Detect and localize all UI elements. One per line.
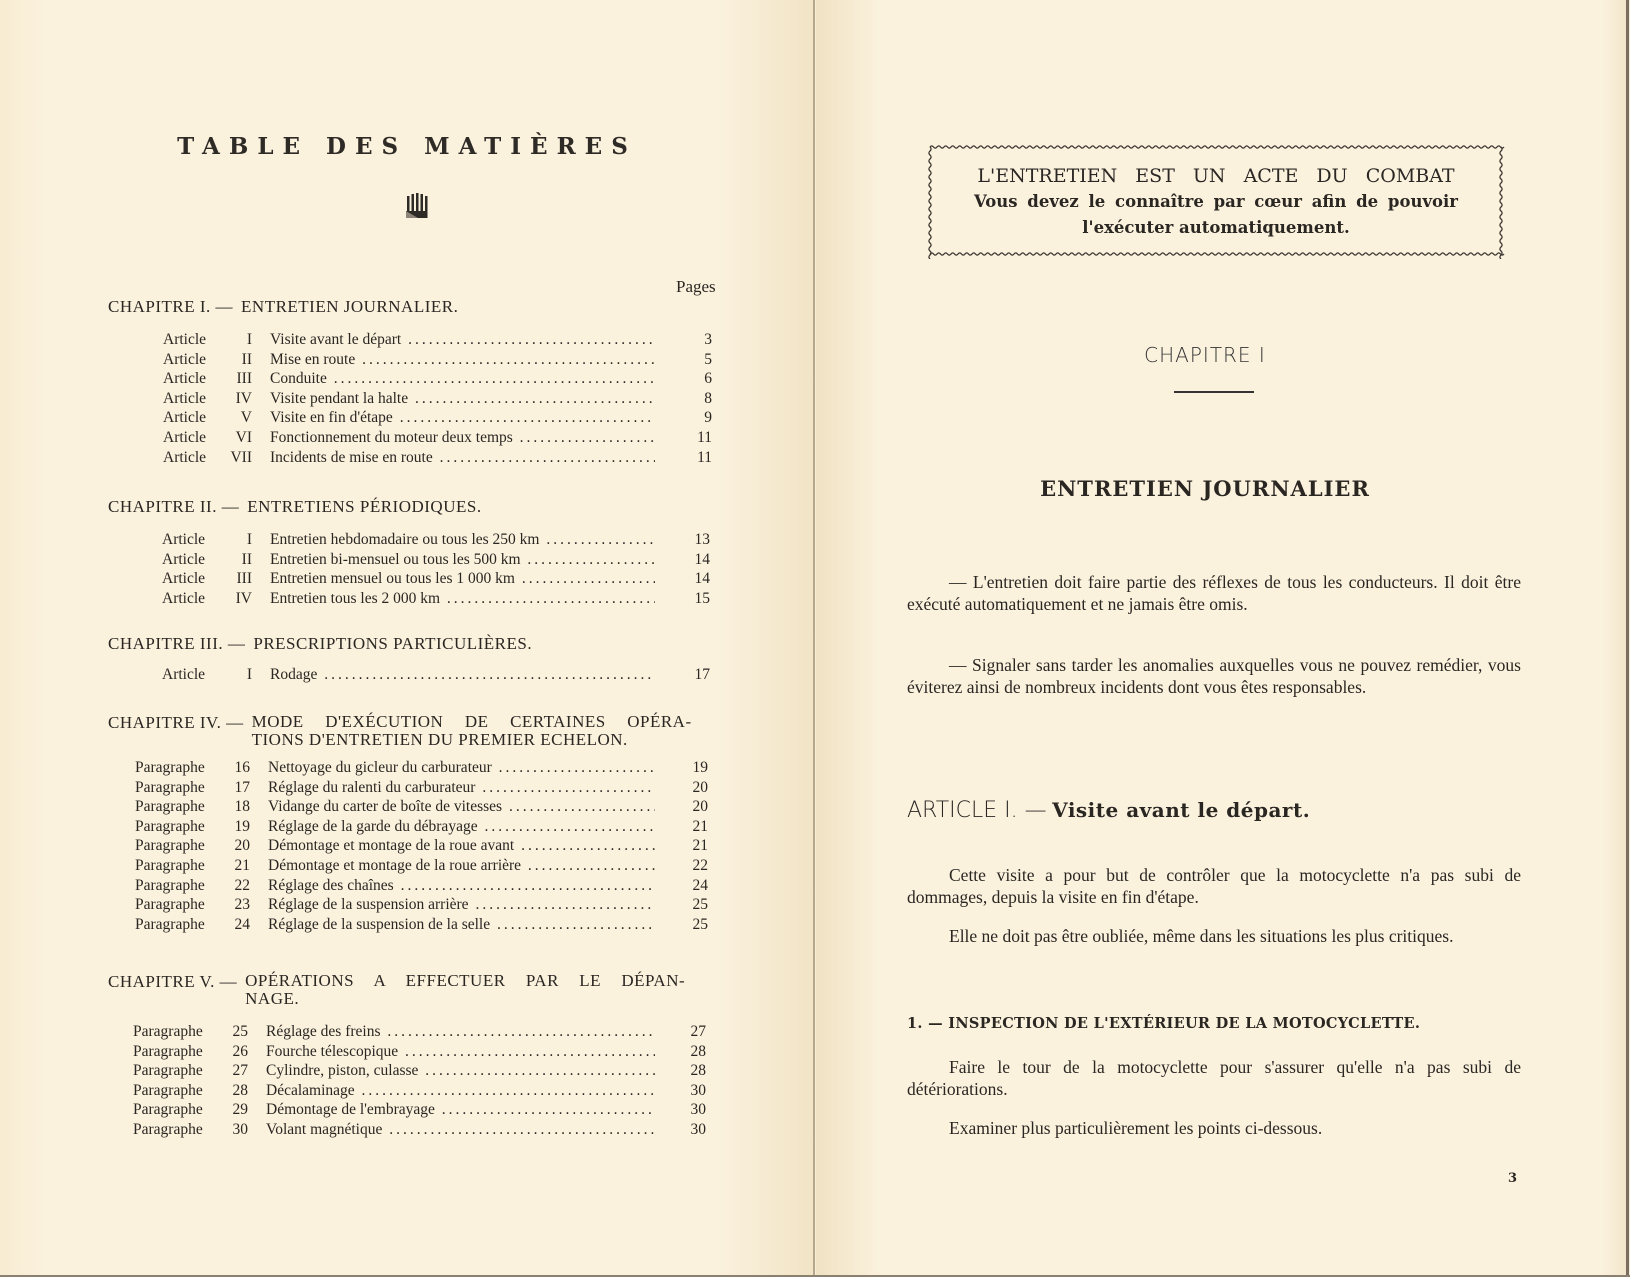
toc-entry[interactable] (135, 758, 718, 778)
entry-kind: Paragraphe (135, 817, 205, 835)
section-paragraph-2-text: Examiner plus particulièrement les points ci-dessous. (949, 1118, 1323, 1138)
entry-title: Cylindre, piston, culasse ..... (266, 1061, 655, 1081)
entry-kind: Article (163, 409, 207, 427)
entry-number: I (246, 666, 252, 683)
entry-title: Réglage des freins ..... (266, 1022, 655, 1042)
entry-title: Nettoyage du gicleur du carburateur ..... (268, 758, 655, 778)
chapter-title (247, 497, 481, 517)
toc-entry[interactable] (163, 408, 722, 428)
entry-kind: Paragraphe (133, 1121, 203, 1138)
entry-page-number: 30 (690, 1081, 706, 1099)
toc-chapter-heading (108, 497, 482, 517)
entry-kind: Article (163, 350, 207, 368)
entry-kind: Article (162, 570, 206, 588)
entry-title: Visite en fin d'étape ..... (270, 408, 655, 428)
entry-title: Conduite ..... (270, 369, 655, 389)
chapter-title: ENTRETIEN JOURNALIER (1040, 476, 1370, 501)
section-paragraph-1-text: Faire le tour de la motocyclette pour s'assurer qu'elle n'a pas subi de détériorations. (907, 1057, 1521, 1099)
article-title: Visite avant le départ. (1052, 798, 1311, 822)
entry-kind: Article (163, 389, 207, 407)
entry-title: Entretien bi-mensuel ou tous les 500 km ..... (270, 550, 655, 570)
entry-kind: Paragraphe (135, 896, 205, 914)
chapter-title-line-2: TIONS D'ENTRETIEN DU PREMIER ECHELON. (251, 730, 628, 749)
entry-page-number: 17 (694, 666, 710, 683)
entry-page-number: 9 (704, 409, 712, 427)
toc-entry[interactable] (135, 836, 718, 856)
entry-number: I (246, 331, 252, 348)
toc-entry[interactable] (162, 530, 720, 550)
intro-paragraph-1 (907, 571, 1521, 615)
entry-page-number: 11 (697, 429, 712, 446)
toc-entry[interactable] (135, 915, 718, 935)
entry-kind: Article (163, 331, 207, 348)
chapter-number: CHAPITRE V. — (108, 972, 238, 991)
entry-title: Décalaminage ..... (266, 1081, 655, 1101)
chapter-title-line-1: PRESCRIPTIONS PARTICULIÈRES. (253, 634, 533, 653)
entry-number: 26 (232, 1042, 248, 1060)
toc-entry[interactable] (162, 589, 720, 609)
entry-page-number: 28 (690, 1062, 706, 1080)
entry-number: 19 (234, 817, 250, 835)
entry-title: Entretien mensuel ou tous les 1 000 km ..... (270, 569, 655, 589)
chapter-title-line-1: OPÉRATIONS A EFFECTUER PAR LE DÉPAN- (245, 971, 686, 990)
chapter-number: CHAPITRE I. — (108, 297, 234, 316)
section-paragraph-2 (907, 1117, 1521, 1139)
entry-title: Mise en route ..... (270, 350, 655, 370)
entry-page-number: 11 (697, 448, 712, 466)
entry-number: 24 (234, 915, 250, 933)
toc-title: TABLE DES MATIÈRES (177, 133, 637, 160)
entry-title: Réglage des chaînes ..... (268, 876, 655, 896)
entry-page-number: 6 (704, 370, 712, 388)
entry-kind: Article (163, 429, 207, 446)
section-paragraph-1 (907, 1056, 1521, 1100)
entry-title: Visite avant le départ ..... (270, 330, 655, 350)
toc-entry[interactable] (135, 817, 718, 837)
entry-kind: Paragraphe (133, 1042, 203, 1060)
entry-number: 25 (232, 1023, 248, 1040)
toc-entry[interactable] (162, 569, 720, 589)
entry-page-number: 24 (692, 876, 708, 894)
entry-number: V (240, 409, 252, 427)
entry-title: Rodage ..... (270, 665, 655, 685)
entry-number: 27 (232, 1062, 248, 1080)
entry-title: Entretien tous les 2 000 km ..... (270, 589, 655, 609)
toc-entry[interactable] (162, 550, 720, 570)
entry-title: Réglage de la suspension de la selle ..... (268, 915, 655, 935)
entry-page-number: 22 (692, 857, 708, 874)
entry-title: Volant magnétique ..... (266, 1120, 655, 1140)
entry-title: Visite pendant la halte ..... (270, 389, 655, 409)
chapter-label: CHAPITRE I (1144, 343, 1266, 367)
toc-entry[interactable] (163, 428, 722, 448)
page-bottom-edge (0, 1275, 1630, 1283)
entry-number: IV (235, 389, 252, 407)
entry-kind: Paragraphe (133, 1062, 203, 1080)
section-heading: 1. — INSPECTION DE L'EXTÉRIEUR DE LA MOTOCYCLETTE. (907, 1015, 1421, 1032)
chapter-number: CHAPITRE III. — (108, 634, 246, 653)
pages-column-label: Pages (676, 277, 716, 296)
chapter-title-line-2: NAGE. (245, 989, 300, 1008)
entry-kind: Paragraphe (135, 837, 205, 855)
entry-title: Réglage de la suspension arrière ..... (268, 895, 655, 915)
entry-kind: Article (163, 448, 207, 466)
entry-page-number: 21 (692, 837, 708, 855)
article-paragraph-1 (907, 864, 1521, 908)
toc-entry[interactable] (135, 797, 718, 817)
toc-entry[interactable] (163, 330, 722, 350)
entry-number: II (241, 350, 252, 368)
entry-page-number: 21 (692, 817, 708, 835)
chapter-number: CHAPITRE II. — (108, 497, 240, 516)
chapter-title (241, 297, 458, 317)
entry-number: 29 (232, 1101, 248, 1119)
entry-kind: Article (162, 531, 206, 548)
entry-number: II (241, 550, 252, 568)
entry-number: III (236, 370, 252, 388)
entry-page-number: 19 (692, 759, 708, 776)
entry-page-number: 3 (704, 331, 712, 348)
toc-entry[interactable] (163, 369, 722, 389)
entry-page-number: 25 (692, 896, 708, 914)
entry-number: VII (230, 448, 252, 466)
entry-page-number: 15 (694, 589, 710, 607)
entry-kind: Article (162, 666, 206, 683)
toc-entry[interactable] (133, 1100, 716, 1120)
entry-number: 21 (234, 857, 250, 874)
toc-entry[interactable] (133, 1061, 716, 1081)
entry-number: III (236, 570, 252, 588)
entry-page-number: 14 (694, 550, 710, 568)
entry-page-number: 8 (704, 389, 712, 407)
entry-kind: Paragraphe (135, 915, 205, 933)
toc-entry[interactable] (133, 1022, 716, 1042)
entry-kind: Paragraphe (133, 1101, 203, 1119)
toc-chapter-heading (108, 297, 458, 317)
entry-number: 23 (234, 896, 250, 914)
motto-line-3: l'exécuter automatiquement. (1082, 218, 1350, 237)
entry-number: 22 (234, 876, 250, 894)
entry-title: Fourche télescopique ..... (266, 1042, 655, 1062)
entry-title: Démontage de l'embrayage ..... (266, 1100, 655, 1120)
entry-title: Entretien hebdomadaire ou tous les 250 km ..... (270, 530, 655, 550)
entry-kind: Paragraphe (135, 798, 205, 816)
entry-kind: Paragraphe (135, 778, 205, 796)
motto-box (926, 143, 1506, 259)
toc-entry[interactable] (162, 665, 720, 685)
toc-entry[interactable] (163, 448, 722, 468)
toc-entry[interactable] (163, 350, 722, 370)
entry-number: I (246, 531, 252, 548)
chapter-title (253, 634, 532, 654)
entry-page-number: 5 (704, 350, 712, 368)
article-paragraph-2 (907, 925, 1521, 947)
entry-page-number: 30 (690, 1121, 706, 1138)
toc-entry[interactable] (135, 876, 718, 896)
entry-title: Vidange du carter de boîte de vitesses ..... (268, 797, 655, 817)
toc-chapter-heading (108, 972, 728, 1008)
entry-kind: Paragraphe (135, 759, 205, 776)
toc-entry[interactable] (135, 856, 718, 876)
chapter-number: CHAPITRE IV. — (108, 713, 244, 732)
entry-title: Réglage du ralenti du carburateur ..... (268, 778, 655, 798)
entry-kind: Paragraphe (135, 857, 205, 874)
entry-page-number: 25 (692, 915, 708, 933)
toc-entry[interactable] (163, 389, 722, 409)
toc-chapter-heading (108, 634, 532, 654)
article-label: ARTICLE I. — (907, 798, 1047, 823)
entry-number: VI (235, 429, 252, 446)
motto-headline: L'ENTRETIEN EST UN ACTE DU COMBAT (977, 165, 1455, 187)
page-number: 3 (1508, 1171, 1518, 1186)
chapter-divider (1174, 391, 1254, 393)
entry-kind: Paragraphe (133, 1023, 203, 1040)
entry-kind: Article (163, 370, 207, 388)
entry-page-number: 14 (694, 570, 710, 588)
entry-page-number: 28 (690, 1042, 706, 1060)
entry-page-number: 13 (694, 531, 710, 548)
toc-entry[interactable] (135, 778, 718, 798)
entry-kind: Paragraphe (133, 1081, 203, 1099)
intro-paragraph-2 (907, 654, 1521, 698)
toc-entry[interactable] (133, 1042, 716, 1062)
entry-kind: Article (162, 589, 206, 607)
intro-paragraph-1-text: — L'entretien doit faire partie des réflexes de tous les conducteurs. Il doit être exécuté automatiquement et ne jamais être omis. (907, 572, 1521, 614)
entry-number: 30 (232, 1121, 248, 1138)
article-paragraph-2-text: Elle ne doit pas être oubliée, même dans les situations les plus critiques. (949, 926, 1454, 946)
chapter-title-line-1: ENTRETIEN JOURNALIER. (241, 297, 459, 316)
entry-number: 16 (234, 759, 250, 776)
entry-title: Réglage de la garde du débrayage ..... (268, 817, 655, 837)
motto-line-2: Vous devez le connaître par cœur afin de pouvoir (973, 192, 1459, 211)
entry-number: 28 (232, 1081, 248, 1099)
entry-title: Démontage et montage de la roue avant ..... (268, 836, 655, 856)
toc-chapter-heading (108, 713, 728, 749)
entry-title: Démontage et montage de la roue arrière ..... (268, 856, 655, 876)
entry-title: Fonctionnement du moteur deux temps ..... (270, 428, 655, 448)
chapter-title-line-1: MODE D'EXÉCUTION DE CERTAINES OPÉRA- (251, 712, 692, 731)
toc-entry[interactable] (133, 1081, 716, 1101)
article-paragraph-1-text: Cette visite a pour but de contrôler que la motocyclette n'a pas subi de dommages, depuis la visite en fin d'étape. (907, 865, 1521, 907)
entry-number: 17 (234, 778, 250, 796)
entry-number: 20 (234, 837, 250, 855)
entry-page-number: 30 (690, 1101, 706, 1119)
article-heading (907, 797, 1310, 823)
book-gutter (813, 0, 815, 1275)
chapter-title (252, 713, 692, 749)
entry-number: IV (235, 589, 252, 607)
comb-ornament-icon (406, 193, 428, 218)
intro-paragraph-2-text: — Signaler sans tarder les anomalies auxquelles vous ne pouvez remédier, vous éviterez ainsi de nombreux incidents dont vous êtes responsables. (907, 655, 1521, 697)
chapter-title-line-1: ENTRETIENS PÉRIODIQUES. (247, 497, 482, 516)
entry-page-number: 20 (692, 798, 708, 816)
entry-page-number: 20 (692, 778, 708, 796)
toc-entry[interactable] (135, 895, 718, 915)
entry-page-number: 27 (690, 1023, 706, 1040)
chapter-title (245, 972, 685, 1008)
entry-number: 18 (234, 798, 250, 816)
entry-title: Incidents de mise en route ..... (270, 448, 655, 468)
entry-kind: Article (162, 550, 206, 568)
toc-entry[interactable] (133, 1120, 716, 1140)
entry-kind: Paragraphe (135, 876, 205, 894)
